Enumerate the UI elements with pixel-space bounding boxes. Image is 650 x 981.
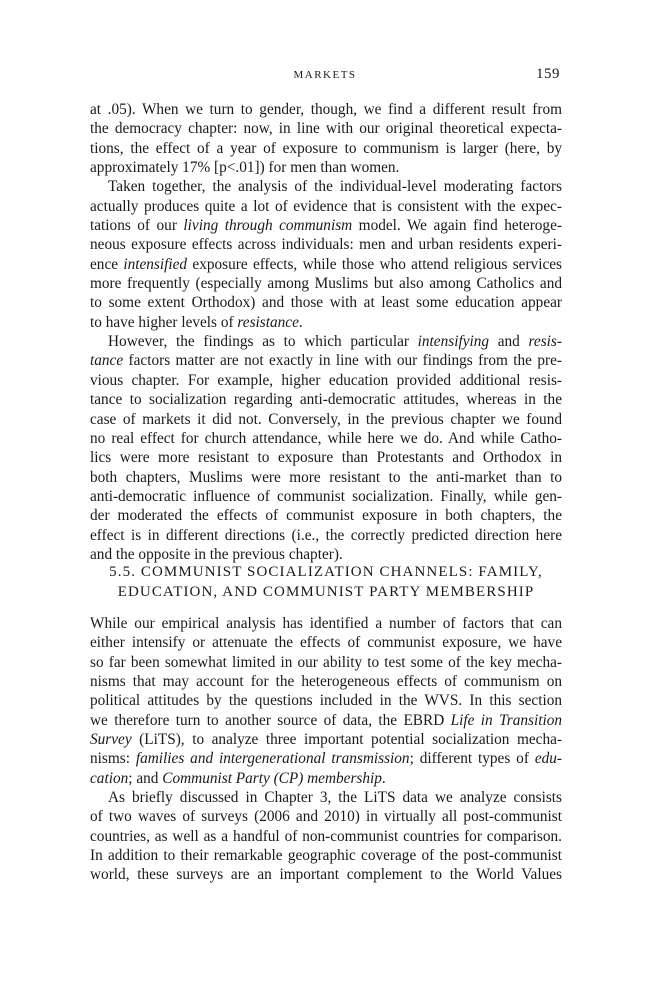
text-line: ence intensified exposure effects, while those who attend religious services xyxy=(90,255,562,273)
text-line: tance factors matter are not exactly in line with our findings from the pre- xyxy=(90,352,562,370)
text-line: anti-democratic influence of communist socialization. Finally, while gen- xyxy=(90,487,562,505)
text-line: nisms: families and intergenerational transmission; different types of edu- xyxy=(90,750,562,768)
running-head-title: MARKETS xyxy=(293,69,357,81)
body-text-after-heading xyxy=(90,614,562,885)
text-line: tions, the effect of a year of exposure to communism is larger (here, by xyxy=(90,139,562,157)
section-heading xyxy=(90,562,562,602)
text-line: lics were more resistant to exposure than Protestants and Orthodox in xyxy=(90,449,562,467)
text-line: political attitudes by the questions included in the WVS. In this section xyxy=(90,692,562,710)
text-line: cation; and Communist Party (CP) membership. xyxy=(90,769,386,787)
text-line: countries, as well as a handful of non-communist countries for comparison. xyxy=(90,827,562,845)
page-number: 159 xyxy=(536,66,560,82)
text-line: tations of our living through communism model. We again find heteroge- xyxy=(90,217,562,235)
text-line: der moderated the effects of communist exposure in both chapters, the xyxy=(90,507,562,525)
text-line: so far been somewhat limited in our ability to test some of the key mecha- xyxy=(90,653,562,671)
text-line: effect is in different directions (i.e., the correctly predicted direction here xyxy=(90,526,562,544)
section-heading-line-1: 5.5. COMMUNIST SOCIALIZATION CHANNELS: FAMILY, xyxy=(109,564,543,580)
text-line: more frequently (especially among Muslims but also among Catholics and xyxy=(90,275,562,293)
text-line: While our empirical analysis has identified a number of factors that can xyxy=(90,615,562,632)
text-line: both chapters, Muslims were more resistant to the anti-market than to xyxy=(90,468,562,486)
text-line: the democracy chapter: now, in line with our original theoretical expecta- xyxy=(90,120,562,138)
text-line: approximately 17% [p<.01]) for men than women. xyxy=(90,159,400,177)
text-line: nisms that may account for the heterogeneous effects of communism on xyxy=(90,673,562,691)
running-head xyxy=(0,66,650,86)
text-line: actually produces quite a lot of evidence that is consistent with the expec- xyxy=(90,197,562,215)
text-line: case of markets it did not. Conversely, in the previous chapter we found xyxy=(90,410,562,428)
text-line: In addition to their remarkable geographic coverage of the post-communist xyxy=(90,847,562,865)
text-line: As briefly discussed in Chapter 3, the LiTS data we analyze consists xyxy=(108,789,562,807)
text-line: of two waves of surveys (2006 and 2010) in virtually all post-communist xyxy=(90,808,562,826)
text-line: Survey (LiTS), to analyze three important potential socialization mecha- xyxy=(90,731,562,749)
text-line: either intensify or attenuate the effects of communist exposure, we have xyxy=(90,634,562,652)
text-line: we therefore turn to another source of data, the EBRD Life in Transition xyxy=(90,711,562,729)
section-heading-line-2: EDUCATION, AND COMMUNIST PARTY MEMBERSHIP xyxy=(117,584,535,600)
body-text-before-heading xyxy=(90,100,562,564)
text-line: world, these surveys are an important complement to the World Values xyxy=(90,866,562,884)
text-line: to some extent Orthodox) and those with at least some education appear xyxy=(90,294,562,312)
text-line: neous exposure effects across individuals: men and urban residents experi- xyxy=(90,236,562,254)
text-line: no real effect for church attendance, while here we do. And while Catho- xyxy=(90,429,562,447)
text-line: to have higher levels of resistance. xyxy=(90,313,303,331)
text-line: tance to socialization regarding anti-democratic attitudes, whereas in the xyxy=(90,391,562,409)
text-line: However, the findings as to which particular intensifying and resis- xyxy=(108,333,562,351)
text-line: and the opposite in the previous chapter). xyxy=(90,545,343,563)
text-line: vious chapter. For example, higher education provided additional resis- xyxy=(90,371,562,389)
text-line: at .05). When we turn to gender, though, we find a different result from xyxy=(90,101,562,118)
text-line: Taken together, the analysis of the individual-level moderating factors xyxy=(108,178,562,196)
